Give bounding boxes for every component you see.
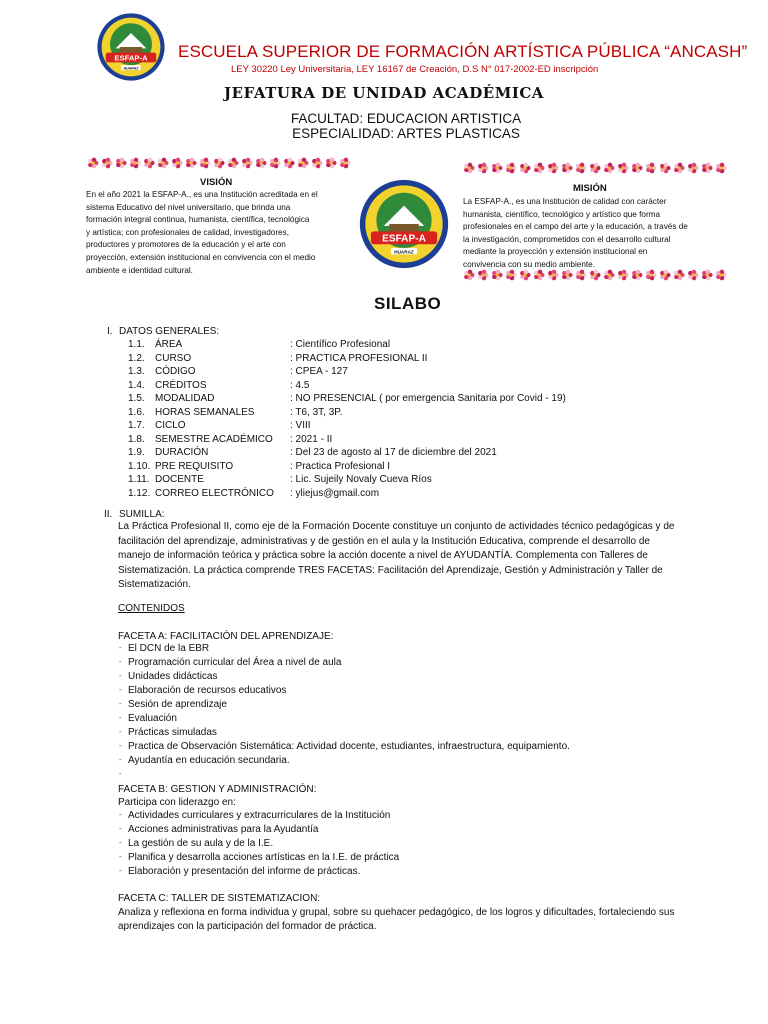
flower-icon bbox=[604, 163, 614, 174]
section-1-number: I. bbox=[107, 326, 113, 337]
text-line: humanista, científico, tecnológico y artístico que forma bbox=[463, 209, 661, 219]
list-item: - La gestión de su aula y de la I.E. bbox=[128, 838, 273, 849]
law-line: LEY 30220 Ley Universitaria, LEY 16167 de Creación, D.S N° 017-2002-ED inscripción bbox=[231, 64, 599, 75]
flower-icon bbox=[326, 158, 336, 169]
text-line: aprendizajes con la participación del formador de práctica. bbox=[118, 921, 377, 932]
flower-icon bbox=[492, 163, 502, 174]
list-item: - Practica de Observación Sistemática: Actividad docente, estudiantes, infraestructura, equipamiento. bbox=[128, 741, 570, 752]
datos-row-label bbox=[128, 488, 274, 499]
datos-row-label bbox=[128, 393, 214, 404]
datos-row-field: SEMESTRE ACADÉMICO bbox=[155, 433, 273, 445]
text-line: manejo de información teórica y práctica sobre la acción docente a nivel de AYUDANTÍA. Complementa con Talleres de bbox=[118, 550, 648, 562]
flower-icon bbox=[312, 158, 322, 169]
datos-row-value: : CPEA - 127 bbox=[290, 366, 348, 377]
datos-row-field: HORAS SEMANALES bbox=[155, 406, 255, 418]
datos-row-number: 1.11. bbox=[128, 474, 150, 485]
flower-icon bbox=[284, 158, 294, 169]
school-name: ESCUELA SUPERIOR DE FORMACIÓN ARTÍSTICA PÚBLICA “ANCASH” bbox=[178, 42, 748, 61]
flower-icon bbox=[130, 158, 140, 169]
flower-ornament-icon bbox=[462, 161, 728, 175]
list-item: - Actividades curriculares y extracurriculares de la Institución bbox=[128, 810, 390, 821]
datos-row-number: 1.5. bbox=[128, 393, 145, 404]
flower-icon bbox=[186, 158, 196, 169]
datos-row-number: 1.1. bbox=[128, 339, 145, 350]
flower-icon bbox=[562, 163, 572, 174]
flower-ornament-icon bbox=[86, 156, 352, 170]
flower-icon bbox=[88, 158, 98, 169]
text-line: profesionales en el campo del arte y la educación, a través de bbox=[463, 222, 688, 232]
datos-row-number: 1.2. bbox=[128, 352, 145, 364]
datos-row-label bbox=[128, 407, 254, 418]
text-line: En el año 2021 la ESFAP-A., es una Institución acreditada en el bbox=[86, 190, 318, 199]
svg-text:HUARAZ: HUARAZ bbox=[394, 249, 414, 255]
sumilla-text bbox=[118, 520, 706, 593]
vision-text bbox=[86, 189, 350, 277]
datos-row-label bbox=[128, 353, 191, 364]
svg-text:ESFAP-A: ESFAP-A bbox=[114, 53, 148, 63]
faceta-a-title: FACETA A: FACILITACIÓN DEL APRENDIZAJE: bbox=[118, 631, 334, 642]
flower-border-left bbox=[86, 156, 352, 170]
text-line: la investigación, comprometidos con el desarrollo cultural bbox=[463, 234, 671, 244]
datos-row-field: CRÉDITOS bbox=[155, 379, 207, 391]
datos-row-value: : 4.5 bbox=[290, 379, 310, 391]
flower-border-right bbox=[462, 161, 728, 175]
datos-row-field: ÁREA bbox=[155, 339, 183, 350]
flower-icon bbox=[242, 158, 252, 169]
datos-row-value: : NO PRESENCIAL ( por emergencia Sanitaria por Covid - 19) bbox=[290, 393, 566, 404]
text-line: ambiente e identidad cultural. bbox=[86, 265, 193, 275]
school-logo bbox=[96, 12, 166, 82]
text-line: facilitación del aprendizaje, administrativas y de gestión en el aula y la Institución Educativa, comprende el desarrollo de bbox=[118, 535, 650, 547]
contenidos-title: CONTENIDOS bbox=[118, 603, 185, 614]
flower-icon bbox=[534, 163, 544, 174]
text-line: productores y promotores de la educación y el arte con bbox=[86, 240, 286, 250]
flower-icon bbox=[228, 158, 238, 169]
list-item: - Planifica y desarrolla acciones artísticas en la I.E. de práctica bbox=[128, 852, 399, 863]
flower-icon bbox=[548, 163, 558, 174]
text-line: Sistematización. La práctica comprende TRES FACETAS: Facilitación del Aprendizaje, Gestión y Administración y Taller de bbox=[118, 564, 663, 576]
flower-icon bbox=[464, 163, 474, 174]
flower-icon bbox=[618, 163, 628, 174]
text-line: convivencia con su medio ambiente. bbox=[463, 259, 595, 269]
datos-row-value: : PRACTICA PROFESIONAL II bbox=[290, 352, 428, 364]
datos-row-label bbox=[128, 434, 273, 445]
flower-icon bbox=[102, 158, 112, 169]
faceta-b-title: FACETA B: GESTION Y ADMINISTRACIÓN: bbox=[118, 784, 317, 795]
flower-icon bbox=[702, 163, 712, 174]
svg-text:ESFAP-A: ESFAP-A bbox=[382, 233, 426, 245]
jefatura-title: JEFATURA DE UNIDAD ACADÉMICA bbox=[224, 84, 544, 102]
datos-row-value: : yliejus@gmail.com bbox=[290, 487, 380, 499]
flower-icon bbox=[270, 158, 280, 169]
datos-row-value: : Practica Profesional I bbox=[290, 460, 391, 472]
facultad-block bbox=[0, 111, 768, 141]
datos-row-label bbox=[128, 366, 196, 377]
text-line: La ESFAP-A., es una Institución de calidad con carácter bbox=[463, 197, 667, 206]
flower-icon bbox=[632, 163, 642, 174]
flower-icon bbox=[158, 158, 168, 169]
datos-row-number: 1.6. bbox=[128, 406, 145, 418]
datos-row-value: : T6, 3T, 3P. bbox=[290, 406, 343, 418]
especialidad-line: ESPECIALIDAD: ARTES PLASTICAS bbox=[292, 126, 520, 141]
datos-row-value: : 2021 - II bbox=[290, 433, 333, 445]
flower-icon bbox=[340, 158, 350, 169]
list-item: - Unidades didácticas bbox=[128, 671, 218, 682]
datos-row-field: CICLO bbox=[155, 420, 186, 431]
list-item: - Acciones administrativas para la Ayudantía bbox=[128, 824, 318, 835]
section-1-title: DATOS GENERALES: bbox=[119, 326, 220, 337]
text-line: proyección, extensión institucional en convivencia con el medio bbox=[86, 252, 316, 262]
datos-row-number: 1.9. bbox=[128, 447, 145, 458]
datos-row-number: 1.3. bbox=[128, 366, 145, 377]
vision-title: VISIÓN bbox=[200, 177, 233, 188]
text-line: Sistematización. bbox=[118, 579, 191, 591]
flower-icon bbox=[520, 163, 530, 174]
flower-icon bbox=[590, 163, 600, 174]
datos-row-label bbox=[128, 420, 186, 431]
school-logo-center bbox=[358, 178, 450, 270]
list-item: - Sesión de aprendizaje bbox=[128, 699, 227, 710]
flower-icon bbox=[116, 158, 126, 169]
datos-row-field: PRE REQUISITO bbox=[155, 460, 234, 472]
text-line: Analiza y reflexiona en forma individua y grupal, sobre su quehacer pedagógico, de los logros y dificultades, fortaleciendo sus bbox=[118, 907, 675, 918]
datos-row-label bbox=[128, 461, 233, 472]
list-item: - Evaluación bbox=[128, 713, 177, 724]
facultad-line: FACULTAD: EDUCACION ARTISTICA bbox=[290, 111, 522, 126]
datos-row-number: 1.4. bbox=[128, 379, 145, 391]
flower-icon bbox=[716, 163, 726, 174]
flower-icon bbox=[506, 163, 516, 174]
list-item: - Elaboración de recursos educativos bbox=[128, 685, 286, 696]
text-line: La Práctica Profesional II, como eje de la Formación Docente constituye un conjunto de actividades técnico pedagógicas y de bbox=[118, 521, 675, 532]
datos-row-field: CÓDIGO bbox=[155, 366, 196, 377]
flower-icon bbox=[200, 158, 210, 169]
list-item: - Programación curricular del Área a nivel de aula bbox=[128, 657, 341, 668]
datos-row-label bbox=[128, 474, 204, 485]
datos-row-field: MODALIDAD bbox=[155, 393, 215, 404]
datos-row-label bbox=[128, 380, 207, 391]
text-line: y artística; con profesionales de calidad, investigadores, bbox=[86, 227, 289, 237]
faceta-b-intro: Participa con liderazgo en: bbox=[118, 797, 236, 808]
list-item: - Prácticas simuladas bbox=[128, 727, 217, 738]
text-line: formación integral continua, humanista, científica, tecnológica bbox=[86, 215, 310, 225]
flower-icon bbox=[478, 163, 488, 174]
faceta-c-title: FACETA C: TALLER DE SISTEMATIZACION: bbox=[118, 893, 321, 904]
flower-icon bbox=[660, 163, 670, 174]
datos-row-value: : Lic. Sujeily Novaly Cueva Ríos bbox=[290, 474, 432, 485]
datos-row-number: 1.8. bbox=[128, 433, 145, 445]
flower-icon bbox=[144, 158, 154, 169]
list-item: - Elaboración y presentación del informe de prácticas. bbox=[128, 866, 360, 877]
datos-row-value: : Científico Profesional bbox=[290, 339, 391, 350]
datos-row-field: CURSO bbox=[155, 352, 192, 364]
mision-title: MISIÓN bbox=[573, 183, 607, 194]
datos-row-number: 1.10. bbox=[128, 460, 151, 472]
mision-text bbox=[463, 196, 721, 272]
flower-icon bbox=[214, 158, 224, 169]
faceta-c-text bbox=[118, 906, 706, 934]
section-2-number: II. bbox=[104, 509, 113, 520]
list-item: - El DCN de la EBR bbox=[128, 643, 209, 654]
datos-row-field: DOCENTE bbox=[155, 474, 204, 485]
text-line: mediante la proyección y extensión institucional en bbox=[463, 247, 648, 257]
flower-icon bbox=[674, 163, 684, 174]
flower-icon bbox=[688, 163, 698, 174]
list-item: - Ayudantía en educación secundaria. bbox=[128, 755, 290, 766]
datos-row-label bbox=[128, 339, 182, 350]
flower-icon bbox=[256, 158, 266, 169]
flower-icon bbox=[298, 158, 308, 169]
flower-icon bbox=[646, 163, 656, 174]
text-line: sistema Educativo del nivel universitario, que brinda una bbox=[86, 202, 291, 212]
datos-row-value: : VIII bbox=[290, 420, 311, 431]
silabo-title: SILABO bbox=[374, 294, 442, 313]
datos-row-field: DURACIÓN bbox=[155, 447, 209, 458]
section-2-title: SUMILLA: bbox=[119, 509, 165, 520]
flower-icon bbox=[172, 158, 182, 169]
datos-row-label bbox=[128, 447, 208, 458]
datos-row-field: CORREO ELECTRÓNICO bbox=[155, 487, 274, 499]
datos-row-number: 1.7. bbox=[128, 420, 145, 431]
flower-icon bbox=[576, 163, 586, 174]
datos-row-value: : Del 23 de agosto al 17 de diciembre del 2021 bbox=[290, 447, 497, 458]
svg-text:HUARAZ: HUARAZ bbox=[123, 66, 139, 71]
datos-row-number: 1.12. bbox=[128, 487, 151, 499]
